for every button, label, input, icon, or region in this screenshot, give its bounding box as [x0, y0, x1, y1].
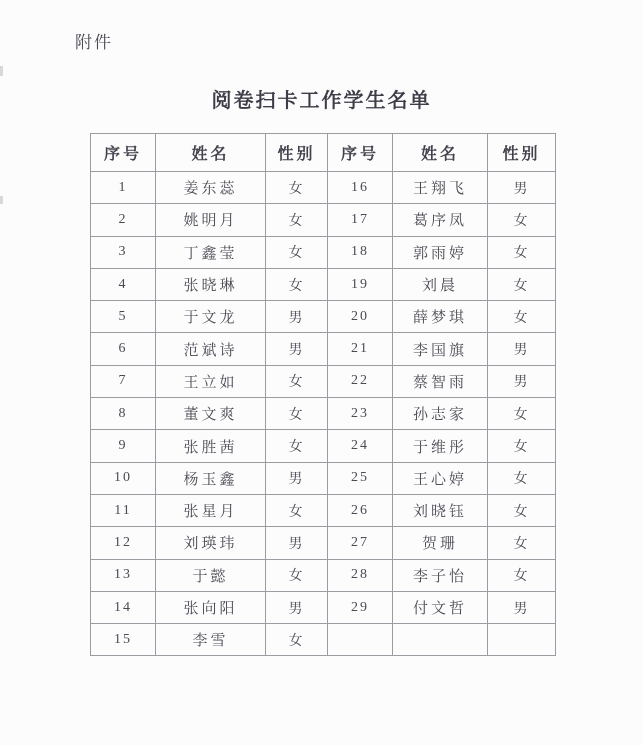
cell-gender: 女: [266, 494, 328, 526]
cell-index: 13: [91, 559, 156, 591]
cell-index: 5: [91, 301, 156, 333]
cell-gender: 女: [266, 365, 328, 397]
cell-index: 7: [91, 365, 156, 397]
table-row: [91, 204, 556, 236]
cell-gender: 男: [488, 591, 556, 623]
cell-gender: 女: [488, 236, 556, 268]
cell-name: 张星月: [156, 494, 266, 526]
cell-gender: 女: [488, 301, 556, 333]
cell-name: 刘晓钰: [393, 494, 488, 526]
cell-name: 郭雨婷: [393, 236, 488, 268]
cell-index: [328, 624, 393, 656]
cell-index: 27: [328, 527, 393, 559]
cell-name: 姜东蕊: [156, 172, 266, 204]
attachment-label: 附件: [75, 33, 113, 52]
cell-index: 23: [328, 398, 393, 430]
cell-gender: 男: [266, 462, 328, 494]
cell-name: 张向阳: [156, 591, 266, 623]
cell-index: 18: [328, 236, 393, 268]
student-roster-table: [90, 133, 556, 656]
student-table-body: [91, 172, 556, 656]
cell-name: 王心婷: [393, 462, 488, 494]
cell-gender: 女: [266, 398, 328, 430]
cell-name: 孙志家: [393, 398, 488, 430]
cell-gender: 女: [488, 268, 556, 300]
header-index-right: 序号: [328, 134, 393, 172]
cell-gender: 女: [488, 398, 556, 430]
cell-index: 19: [328, 268, 393, 300]
cell-gender: 女: [488, 494, 556, 526]
cell-index: 2: [91, 204, 156, 236]
table-row: [91, 333, 556, 365]
table-row: [91, 365, 556, 397]
cell-gender: 女: [488, 527, 556, 559]
cell-index: 26: [328, 494, 393, 526]
cell-index: 14: [91, 591, 156, 623]
cell-name: 姚明月: [156, 204, 266, 236]
cell-name: 于文龙: [156, 301, 266, 333]
table-row: [91, 398, 556, 430]
table-row: [91, 301, 556, 333]
cell-index: 1: [91, 172, 156, 204]
cell-gender: 女: [488, 462, 556, 494]
cell-gender: 男: [266, 591, 328, 623]
cell-name: 刘晨: [393, 268, 488, 300]
cell-gender: 女: [266, 624, 328, 656]
cell-gender: 女: [266, 268, 328, 300]
cell-index: 6: [91, 333, 156, 365]
header-row: [91, 134, 556, 172]
cell-name: 李雪: [156, 624, 266, 656]
cell-gender: 男: [488, 365, 556, 397]
cell-index: 11: [91, 494, 156, 526]
cell-gender: 女: [488, 430, 556, 462]
table-row: [91, 268, 556, 300]
cell-name: [393, 624, 488, 656]
cell-name: 范斌诗: [156, 333, 266, 365]
table-row: [91, 494, 556, 526]
header-gender-left: 性别: [266, 134, 328, 172]
cell-index: 8: [91, 398, 156, 430]
cell-name: 王翔飞: [393, 172, 488, 204]
table-row: [91, 236, 556, 268]
cell-gender: 女: [266, 204, 328, 236]
cell-gender: [488, 624, 556, 656]
cell-gender: 女: [488, 559, 556, 591]
table-row: [91, 527, 556, 559]
cell-index: 24: [328, 430, 393, 462]
cell-index: 4: [91, 268, 156, 300]
cell-name: 王立如: [156, 365, 266, 397]
cell-gender: 男: [266, 527, 328, 559]
cell-gender: 女: [266, 172, 328, 204]
table-row: [91, 462, 556, 494]
cell-name: 李国旗: [393, 333, 488, 365]
cell-gender: 男: [488, 333, 556, 365]
cell-name: 张晓琳: [156, 268, 266, 300]
header-name-right: 姓名: [393, 134, 488, 172]
table-header: [91, 134, 556, 172]
cell-gender: 女: [266, 430, 328, 462]
cell-name: 刘瑛玮: [156, 527, 266, 559]
cell-index: 25: [328, 462, 393, 494]
page-title: 阅卷扫卡工作学生名单: [211, 90, 432, 112]
cell-index: 12: [91, 527, 156, 559]
cell-index: 15: [91, 624, 156, 656]
header-name-left: 姓名: [156, 134, 266, 172]
cell-gender: 女: [488, 204, 556, 236]
cell-name: 李子怡: [393, 559, 488, 591]
cell-index: 10: [91, 462, 156, 494]
cell-index: 3: [91, 236, 156, 268]
cell-name: 杨玉鑫: [156, 462, 266, 494]
cell-name: 蔡智雨: [393, 365, 488, 397]
cell-name: 张胜茜: [156, 430, 266, 462]
cell-index: 29: [328, 591, 393, 623]
cell-name: 丁鑫莹: [156, 236, 266, 268]
cell-gender: 女: [266, 559, 328, 591]
table-row: [91, 591, 556, 623]
table-row: [91, 624, 556, 656]
scan-artifact: [0, 196, 3, 204]
table-row: [91, 172, 556, 204]
table-row: [91, 559, 556, 591]
cell-name: 于维彤: [393, 430, 488, 462]
cell-index: 9: [91, 430, 156, 462]
cell-index: 20: [328, 301, 393, 333]
cell-name: 付文哲: [393, 591, 488, 623]
cell-index: 17: [328, 204, 393, 236]
cell-name: 葛序凤: [393, 204, 488, 236]
header-index-left: 序号: [91, 134, 156, 172]
cell-index: 22: [328, 365, 393, 397]
cell-gender: 女: [266, 236, 328, 268]
cell-name: 薛梦琪: [393, 301, 488, 333]
cell-index: 16: [328, 172, 393, 204]
cell-index: 28: [328, 559, 393, 591]
cell-index: 21: [328, 333, 393, 365]
scan-artifact: [0, 66, 3, 76]
cell-name: 贺珊: [393, 527, 488, 559]
cell-gender: 男: [266, 333, 328, 365]
cell-name: 于懿: [156, 559, 266, 591]
cell-gender: 男: [488, 172, 556, 204]
cell-name: 董文爽: [156, 398, 266, 430]
table-row: [91, 430, 556, 462]
header-gender-right: 性别: [488, 134, 556, 172]
cell-gender: 男: [266, 301, 328, 333]
